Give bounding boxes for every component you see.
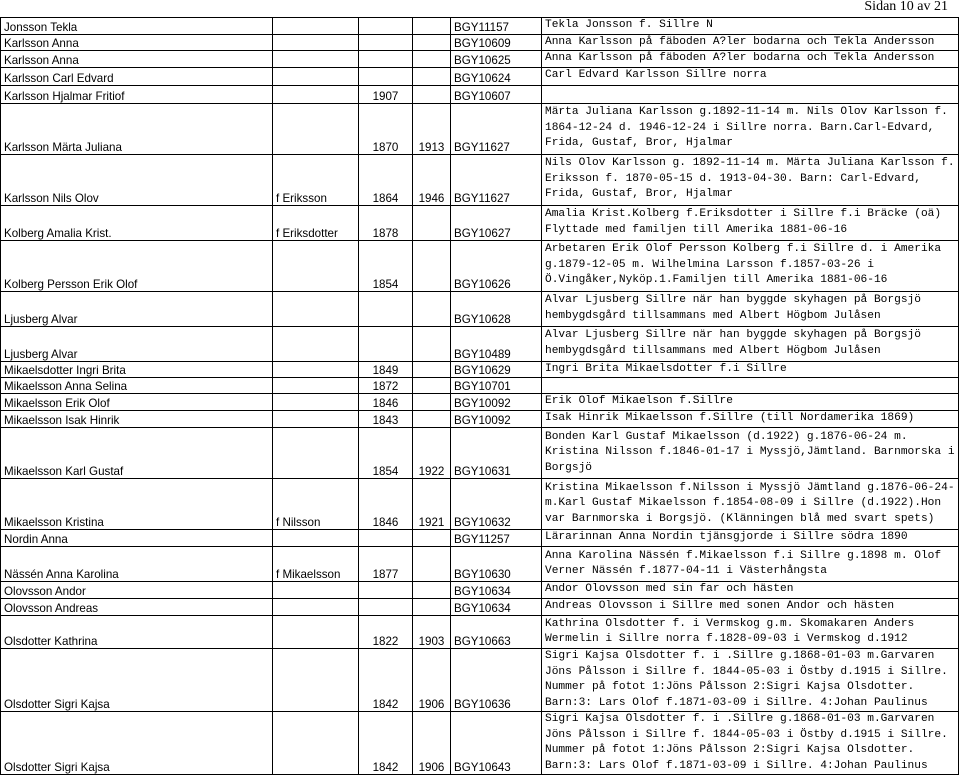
parent-cell	[273, 616, 359, 649]
parent-cell	[273, 599, 359, 616]
code-cell: BGY10624	[451, 67, 542, 85]
born-cell	[359, 67, 413, 85]
table-row	[1, 34, 959, 51]
code-cell: BGY11627	[451, 154, 542, 205]
born-cell: 1842	[359, 712, 413, 775]
name-cell: Olsdotter Sigri Kajsa	[1, 649, 273, 712]
code-cell: BGY10625	[451, 51, 542, 68]
born-cell	[359, 34, 413, 51]
name-cell: Ljusberg Alvar	[1, 291, 273, 326]
name-cell: Nordin Anna	[1, 530, 273, 547]
born-cell	[359, 326, 413, 361]
note-cell: Alvar Ljusberg Sillre när han byggde skyhagen på Borgsjö hembygdsgård tillsammans med Albert Högbom Julåsen	[542, 291, 959, 326]
name-cell: Kolberg Persson Erik Olof	[1, 240, 273, 291]
died-cell	[413, 582, 451, 599]
born-cell: 1854	[359, 240, 413, 291]
code-cell: BGY10489	[451, 326, 542, 361]
table-row	[1, 18, 959, 35]
note-cell: Märta Juliana Karlsson g.1892-11-14 m. Nils Olov Karlsson f. 1864-12-24 d. 1946-12-24 i Sillre norra. Barn.Carl-Edvard, Frida, Gustaf, Bror, Hjalmar	[542, 103, 959, 154]
table-row	[1, 394, 959, 411]
table-row	[1, 378, 959, 394]
code-cell: BGY10628	[451, 291, 542, 326]
code-cell: BGY10634	[451, 599, 542, 616]
died-cell: 1921	[413, 479, 451, 530]
code-cell: BGY10092	[451, 411, 542, 428]
born-cell: 1843	[359, 411, 413, 428]
name-cell: Mikaelsdotter Ingri Brita	[1, 361, 273, 378]
table-row	[1, 616, 959, 649]
code-cell: BGY10607	[451, 85, 542, 103]
code-cell: BGY10630	[451, 547, 542, 582]
parent-cell: f Eriksdotter	[273, 205, 359, 240]
born-cell: 1849	[359, 361, 413, 378]
code-cell: BGY10092	[451, 394, 542, 411]
born-cell: 1872	[359, 378, 413, 394]
parent-cell	[273, 378, 359, 394]
page-number: Sidan 10 av 21	[864, 0, 948, 14]
parent-cell	[273, 291, 359, 326]
died-cell	[413, 67, 451, 85]
died-cell	[413, 240, 451, 291]
born-cell	[359, 599, 413, 616]
born-cell	[359, 291, 413, 326]
note-cell: Sigri Kajsa Olsdotter f. i .Sillre g.1868-01-03 m.Garvaren Jöns Pålsson i Sillre f. 1844-05-03 i Östby d.1915 i Sillre. Nummer på fotot 1:Jöns Pålsson 2:Sigri Kajsa Olsdotter. Barn:3: Lars Olof f.1871-03-09 i Sillre. 4:Johan Paulinus	[542, 649, 959, 712]
code-cell: BGY11157	[451, 18, 542, 35]
note-cell: Anna Karlsson på fäboden A?ler bodarna och Tekla Andersson	[542, 51, 959, 68]
note-cell: Carl Edvard Karlsson Sillre norra	[542, 67, 959, 85]
parent-cell	[273, 530, 359, 547]
parent-cell	[273, 85, 359, 103]
born-cell: 1870	[359, 103, 413, 154]
parent-cell	[273, 51, 359, 68]
born-cell: 1854	[359, 428, 413, 479]
born-cell	[359, 582, 413, 599]
code-cell: BGY10643	[451, 712, 542, 775]
parent-cell	[273, 394, 359, 411]
died-cell	[413, 378, 451, 394]
died-cell	[413, 599, 451, 616]
born-cell	[359, 530, 413, 547]
name-cell: Karlsson Anna	[1, 51, 273, 68]
table-row	[1, 547, 959, 582]
table-row	[1, 649, 959, 712]
born-cell: 1846	[359, 394, 413, 411]
note-cell: Tekla Jonsson f. Sillre N	[542, 18, 959, 35]
parent-cell	[273, 361, 359, 378]
note-cell: Kristina Mikaelsson f.Nilsson i Myssjö Jämtland g.1876-06-24-m.Karl Gustaf Mikaelsson f.1854-08-09 i Sillre (d.1922).Hon var Barnmorska i Borgsjö. (Klänningen blå med svart spets)	[542, 479, 959, 530]
note-cell: Arbetaren Erik Olof Persson Kolberg f.i Sillre d. i Amerika g.1879-12-05 m. Wilhelmina Larsson f.1857-03-26 i Ö.Vingåker,Nyköp.1.Familjen till Amerika 1881-06-16	[542, 240, 959, 291]
table-row	[1, 582, 959, 599]
died-cell	[413, 34, 451, 51]
parent-cell	[273, 67, 359, 85]
died-cell: 1922	[413, 428, 451, 479]
died-cell	[413, 291, 451, 326]
name-cell: Ljusberg Alvar	[1, 326, 273, 361]
table-row	[1, 712, 959, 775]
name-cell: Olsdotter Kathrina	[1, 616, 273, 649]
note-cell: Kathrina Olsdotter f. i Vermskog g.m. Skomakaren Anders Wermelin i Sillre norra f.1828-09-03 i Vermskog d.1912	[542, 616, 959, 649]
code-cell: BGY10629	[451, 361, 542, 378]
died-cell: 1913	[413, 103, 451, 154]
born-cell	[359, 51, 413, 68]
name-cell: Karlsson Anna	[1, 34, 273, 51]
born-cell: 1846	[359, 479, 413, 530]
name-cell: Olsdotter Sigri Kajsa	[1, 712, 273, 775]
table-row	[1, 154, 959, 205]
table-row	[1, 51, 959, 68]
died-cell	[413, 547, 451, 582]
died-cell	[413, 85, 451, 103]
note-cell	[542, 378, 959, 394]
died-cell	[413, 18, 451, 35]
register-table	[0, 17, 959, 775]
code-cell: BGY10636	[451, 649, 542, 712]
born-cell: 1877	[359, 547, 413, 582]
note-cell: Isak Hinrik Mikaelsson f.Sillre (till Nordamerika 1869)	[542, 411, 959, 428]
table-row	[1, 291, 959, 326]
code-cell: BGY10663	[451, 616, 542, 649]
name-cell: Mikaelsson Erik Olof	[1, 394, 273, 411]
name-cell: Karlsson Carl Edvard	[1, 67, 273, 85]
note-cell: Alvar Ljusberg Sillre när han byggde skyhagen på Borgsjö hembygdsgård tillsammans med Albert Högbom Julåsen	[542, 326, 959, 361]
table-row	[1, 411, 959, 428]
name-cell: Karlsson Hjalmar Fritiof	[1, 85, 273, 103]
table-row	[1, 85, 959, 103]
born-cell: 1822	[359, 616, 413, 649]
code-cell: BGY10609	[451, 34, 542, 51]
parent-cell	[273, 240, 359, 291]
note-cell: Andreas Olovsson i Sillre med sonen Andor och hästen	[542, 599, 959, 616]
died-cell	[413, 411, 451, 428]
code-cell: BGY11257	[451, 530, 542, 547]
note-cell: Anna Karolina Nässén f.Mikaelsson f.i Sillre g.1898 m. Olof Verner Nässén f.1877-04-11 i Västerhångsta	[542, 547, 959, 582]
born-cell: 1864	[359, 154, 413, 205]
died-cell	[413, 361, 451, 378]
table-row	[1, 103, 959, 154]
note-cell: Amalia Krist.Kolberg f.Eriksdotter i Sillre f.i Bräcke (oä) Flyttade med familjen till Amerika 1881-06-16	[542, 205, 959, 240]
died-cell: 1906	[413, 712, 451, 775]
parent-cell	[273, 712, 359, 775]
table-row	[1, 530, 959, 547]
name-cell: Karlsson Nils Olov	[1, 154, 273, 205]
died-cell: 1906	[413, 649, 451, 712]
name-cell: Kolberg Amalia Krist.	[1, 205, 273, 240]
note-cell	[542, 85, 959, 103]
name-cell: Mikaelsson Karl Gustaf	[1, 428, 273, 479]
table-row	[1, 67, 959, 85]
name-cell: Jonsson Tekla	[1, 18, 273, 35]
born-cell: 1878	[359, 205, 413, 240]
note-cell: Andor Olovsson med sin far och hästen	[542, 582, 959, 599]
parent-cell	[273, 582, 359, 599]
name-cell: Mikaelsson Anna Selina	[1, 378, 273, 394]
name-cell: Mikaelsson Kristina	[1, 479, 273, 530]
died-cell	[413, 530, 451, 547]
died-cell	[413, 205, 451, 240]
died-cell: 1946	[413, 154, 451, 205]
table-row	[1, 428, 959, 479]
parent-cell	[273, 326, 359, 361]
note-cell: Lärarinnan Anna Nordin tjänsgjorde i Sillre södra 1890	[542, 530, 959, 547]
code-cell: BGY10627	[451, 205, 542, 240]
born-cell: 1842	[359, 649, 413, 712]
note-cell: Anna Karlsson på fäboden A?ler bodarna och Tekla Andersson	[542, 34, 959, 51]
table-row	[1, 361, 959, 378]
name-cell: Nässén Anna Karolina	[1, 547, 273, 582]
name-cell: Karlsson Märta Juliana	[1, 103, 273, 154]
name-cell: Mikaelsson Isak Hinrik	[1, 411, 273, 428]
note-cell: Ingri Brita Mikaelsdotter f.i Sillre	[542, 361, 959, 378]
note-cell: Sigri Kajsa Olsdotter f. i .Sillre g.1868-01-03 m.Garvaren Jöns Pålsson i Sillre f. 1844-05-03 i Östby d.1915 i Sillre. Nummer på fotot 1:Jöns Pålsson 2:Sigri Kajsa Olsdotter. Barn:3: Lars Olof f.1871-03-09 i Sillre. 4:Johan Paulinus	[542, 712, 959, 775]
table-row	[1, 240, 959, 291]
died-cell	[413, 51, 451, 68]
parent-cell	[273, 411, 359, 428]
died-cell	[413, 394, 451, 411]
code-cell: BGY10626	[451, 240, 542, 291]
died-cell	[413, 326, 451, 361]
code-cell: BGY10632	[451, 479, 542, 530]
name-cell: Olovsson Andor	[1, 582, 273, 599]
note-cell: Nils Olov Karlsson g. 1892-11-14 m. Märta Juliana Karlsson f. Eriksson f. 1870-05-15 d. 1913-04-30. Barn: Carl-Edvard, Frida, Gustaf, Bror, Hjalmar	[542, 154, 959, 205]
code-cell: BGY11627	[451, 103, 542, 154]
died-cell: 1903	[413, 616, 451, 649]
name-cell: Olovsson Andreas	[1, 599, 273, 616]
parent-cell	[273, 649, 359, 712]
table-row	[1, 205, 959, 240]
born-cell	[359, 18, 413, 35]
table-row	[1, 326, 959, 361]
parent-cell	[273, 428, 359, 479]
table-row	[1, 479, 959, 530]
table-row	[1, 599, 959, 616]
note-cell: Bonden Karl Gustaf Mikaelsson (d.1922) g.1876-06-24 m. Kristina Nilsson f.1846-01-17 i Myssjö,Jämtland. Barnmorska i Borgsjö	[542, 428, 959, 479]
code-cell: BGY10634	[451, 582, 542, 599]
parent-cell: f Eriksson	[273, 154, 359, 205]
parent-cell: f Mikaelsson	[273, 547, 359, 582]
born-cell: 1907	[359, 85, 413, 103]
note-cell: Erik Olof Mikaelson f.Sillre	[542, 394, 959, 411]
parent-cell	[273, 103, 359, 154]
code-cell: BGY10631	[451, 428, 542, 479]
parent-cell	[273, 18, 359, 35]
code-cell: BGY10701	[451, 378, 542, 394]
parent-cell: f Nilsson	[273, 479, 359, 530]
parent-cell	[273, 34, 359, 51]
